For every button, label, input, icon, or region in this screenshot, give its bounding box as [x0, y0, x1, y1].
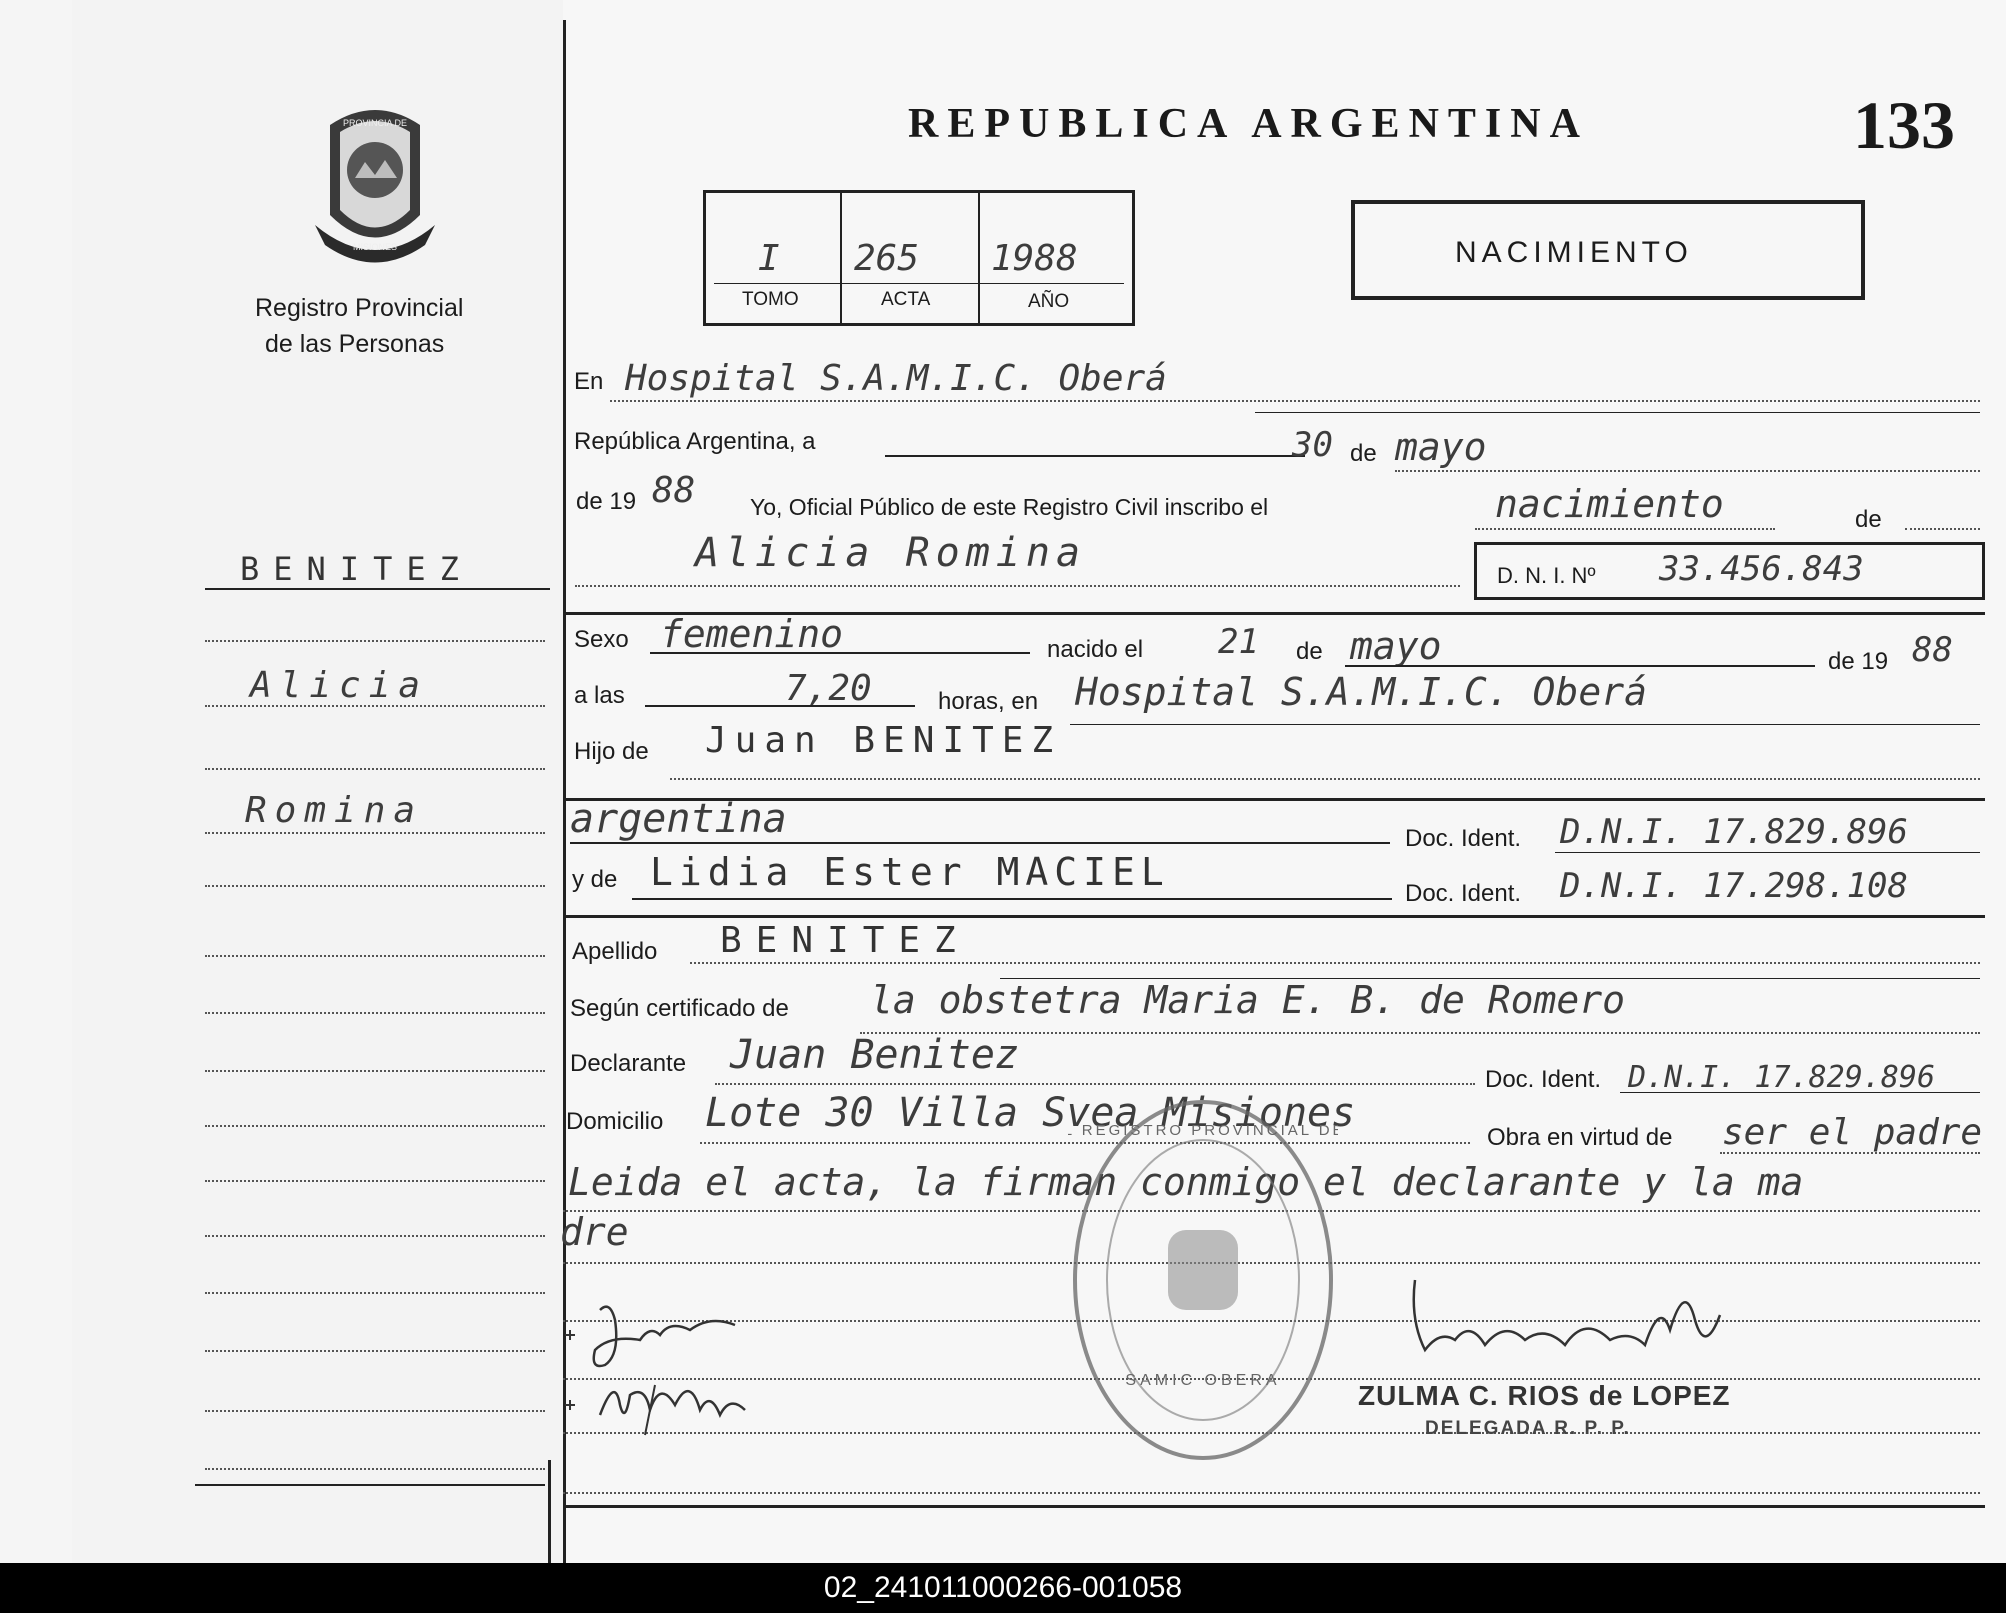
inscribo-text: Yo, Oficial Público de este Registro Civil inscribo el — [750, 494, 1269, 520]
leida-line1: Leida el acta, la firman conmigo el declarante y la ma — [568, 1160, 1804, 1204]
de19-label: de 19 — [576, 488, 637, 515]
horas-label: horas, en — [938, 688, 1039, 715]
margin-line — [205, 885, 545, 887]
declarante-doc-label: Doc. Ident. — [1485, 1066, 1602, 1093]
emblem-top-text: PROVINCIA DE — [342, 118, 408, 128]
acta-value: 265 — [854, 238, 920, 279]
registry-index-box — [703, 190, 1135, 326]
margin-line — [205, 1070, 545, 1072]
margin-line — [205, 768, 545, 770]
month-value: mayo — [1395, 425, 1487, 469]
image-caption: 02_241011000266-001058 — [0, 1563, 2006, 1613]
emblem-bottom-text: MISIONES — [352, 242, 398, 252]
registry-title-line1: Registro Provincial — [255, 294, 464, 322]
margin-line — [205, 588, 550, 590]
birth-day: 21 — [1218, 622, 1259, 662]
yde-label: y de — [572, 866, 618, 893]
father-doc: D.N.I. 17.829.896 — [1560, 812, 1908, 852]
folio-number: 133 — [1853, 87, 1955, 163]
margin-line — [205, 1468, 545, 1470]
officer-signature — [1395, 1260, 1735, 1380]
country-title: REPUBLICA ARGENTINA — [908, 101, 1589, 147]
de-end-label: de — [1855, 506, 1882, 533]
apellido-value: BENITEZ — [720, 920, 970, 961]
margin-name2: Romina — [245, 790, 424, 831]
father-name: Juan BENITEZ — [705, 720, 1062, 761]
a-las-label: a las — [574, 682, 625, 709]
tomo-label: TOMO — [742, 289, 799, 310]
apellido-label: Apellido — [572, 938, 658, 965]
segun-label: Según certificado de — [570, 995, 789, 1022]
page-edge — [0, 0, 73, 1563]
birth-time: 7,20 — [785, 668, 872, 709]
dni-box — [1474, 542, 1985, 600]
record-type-box — [1351, 200, 1865, 300]
birth-place: Hospital S.A.M.I.C. Oberá — [1075, 670, 1647, 714]
obra-value: ser el padre — [1722, 1112, 1983, 1153]
mother-doc-label: Doc. Ident. — [1405, 880, 1522, 907]
place-value: Hospital S.A.M.I.C. Oberá — [625, 358, 1167, 399]
day-value: 30 — [1292, 425, 1333, 465]
sexo-label: Sexo — [574, 626, 629, 653]
event-value: nacimiento — [1495, 482, 1724, 526]
margin-line — [205, 640, 545, 642]
margin-name1: Alicia — [250, 665, 429, 706]
province-emblem — [300, 100, 450, 270]
father-nationality: argentina — [570, 796, 787, 842]
anio-value: 1988 — [991, 238, 1078, 279]
sexo-value: femenino — [660, 612, 844, 656]
nacido-label: nacido el — [1047, 636, 1144, 663]
margin-line — [205, 1292, 545, 1294]
dni-label: D. N. I. Nº — [1497, 563, 1596, 588]
declarante-doc: D.N.I. 17.829.896 — [1628, 1060, 1936, 1095]
domicilio-value: Lote 30 Villa Svea Misiones — [705, 1090, 1356, 1136]
father-doc-label: Doc. Ident. — [1405, 825, 1522, 852]
margin-surname: BENITEZ — [240, 550, 473, 588]
anio-label: AÑO — [1028, 291, 1070, 312]
mother-name: Lidia Ester MACIEL — [650, 850, 1170, 894]
stamp-sub: SAMIC OBERA — [1125, 1372, 1281, 1389]
registry-title-line2: de las Personas — [265, 330, 445, 358]
year-suffix: 88 — [652, 470, 696, 511]
margin-line — [205, 1235, 545, 1237]
margin-line — [205, 832, 545, 834]
dni-value: 33.456.843 — [1659, 549, 1864, 589]
certificado-value: la obstetra Maria E. B. de Romero — [870, 978, 1625, 1022]
birth-year-suffix: 88 — [1912, 630, 1953, 670]
acta-label: ACTA — [881, 289, 931, 310]
officer-title: DELEGADA R. P. P. — [1425, 1418, 1631, 1439]
margin-line — [205, 1410, 545, 1412]
en-label: En — [574, 368, 604, 395]
margin-line — [205, 955, 545, 957]
margin-line — [205, 1012, 545, 1014]
margin-line — [205, 1180, 545, 1182]
stamp-text: REGISTRO PROVINCIAL D — [1081, 1122, 1333, 1139]
officer-name: ZULMA C. RIOS de LOPEZ — [1358, 1380, 1731, 1411]
birth-de-label: de — [1296, 638, 1323, 665]
declarante-signature — [560, 1295, 790, 1445]
official-stamp — [1068, 1095, 1338, 1465]
republica-label: República Argentina, a — [574, 428, 816, 455]
child-name: Alicia Romina — [695, 530, 1087, 576]
obra-label: Obra en virtud de — [1487, 1124, 1673, 1151]
birth-month: mayo — [1350, 624, 1442, 668]
margin-line — [205, 1350, 545, 1352]
leida-line2: dre — [560, 1210, 629, 1254]
margin-line — [205, 1125, 545, 1127]
domicilio-label: Domicilio — [566, 1108, 664, 1135]
margin-line — [195, 1484, 545, 1486]
birth-de19-label: de 19 — [1828, 648, 1889, 675]
tomo-value: I — [758, 238, 780, 279]
declarante-value: Juan Benitez — [730, 1032, 1019, 1078]
hijo-label: Hijo de — [574, 738, 649, 765]
mother-doc: D.N.I. 17.298.108 — [1560, 866, 1908, 906]
declarante-label: Declarante — [570, 1050, 687, 1077]
de-label: de — [1350, 440, 1377, 467]
record-type: NACIMIENTO — [1455, 236, 1693, 269]
column-divider-lower — [548, 1460, 551, 1563]
